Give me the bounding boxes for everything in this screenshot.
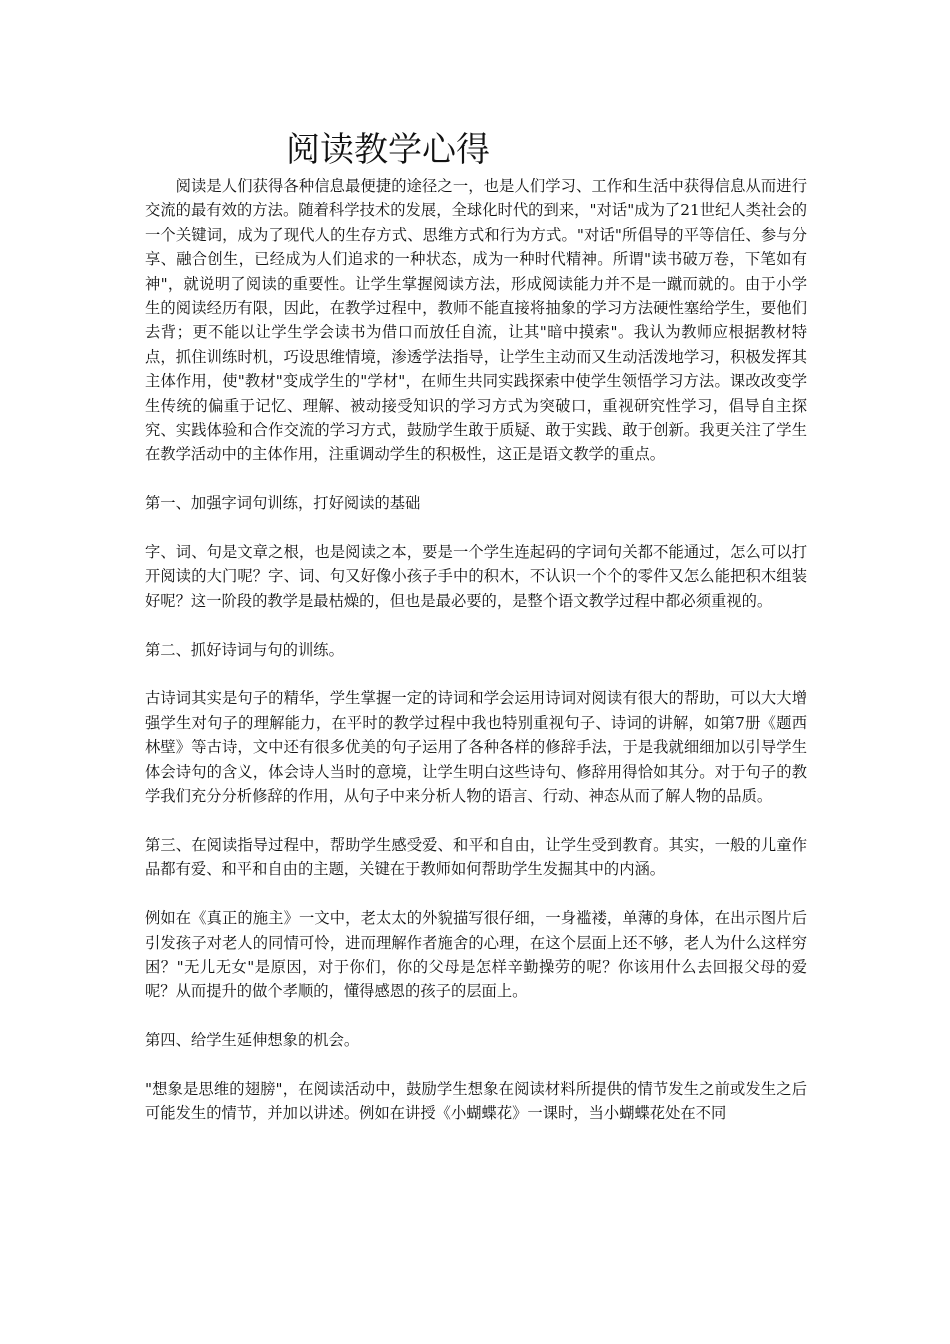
paragraph-gap [145, 1004, 807, 1028]
section-heading-4: 第四、给学生延伸想象的机会。 [145, 1031, 360, 1050]
paragraph-gap [145, 516, 807, 540]
paragraph-gap [145, 809, 807, 833]
paragraph-gap [145, 662, 807, 686]
intro-paragraph: 阅读是人们获得各种信息最便捷的途径之一，也是人们学习、工作和生活中获得信息从而进行交流的最有效的方法。随着科学技术的发展，全球化时代的到来，"对话"成为了21世纪人类社会的一个关键词，成为了现代人的生存方式、思维方式和行为方式。"对话"所倡导的平等信任、参与分享、融合创生，已经成为人们追求的一种状态，成为一种时代精神。所谓"读书破万卷，下笔如有神"，就说明了阅读的重要性。让学生掌握阅读方法，形成阅读能力并不是一蹴而就的。由于小学生的阅读经历有限，因此，在教学过程中，教师不能直接将抽象的学习方法硬性塞给学生，要他们去背；更不能以让学生学会读书为借口而放任自流，让其"暗中摸索"。我认为教师应根据教材特点，抓住训练时机，巧设思维情境，渗透学法指导，让学生主动而又生动活泼地学习，积极发挥其主体作用，使"教材"变成学生的"学材"，在师生共同实践探索中使学生领悟学习方法。课改改变学生传统的偏重于记忆、理解、被动接受知识的学习方式为突破口，重视研究性学习，倡导自主探究、实践体验和合作交流的学习方式，鼓励学生敢于质疑、敢于实践、敢于创新。我更关注了学生在教学活动中的主体作用，注重调动学生的积极性，这正是语文教学的重点。 [145, 177, 807, 464]
paragraph-gap [145, 1053, 807, 1077]
section-paragraph-2: 古诗词其实是句子的精华，学生掌握一定的诗词和学会运用诗词对阅读有很大的帮助，可以大大增强学生对句子的理解能力，在平时的教学过程中我也特别重视句子、诗词的讲解，如第7册《题西林壁》等古诗，文中还有很多优美的句子运用了各种各样的修辞手法，于是我就细细加以引导学生体会诗句的含义，体会诗人当时的意境，让学生明白这些诗句、修辞用得恰如其分。对于句子的教学我们充分分析修辞的作用，从句子中来分析人物的语言、行动、神态从而了解人物的品质。 [145, 689, 807, 806]
document-body [145, 174, 807, 1126]
section-paragraph-4: "想象是思维的翅膀"，在阅读活动中，鼓励学生想象在阅读材料所提供的情节发生之前或发生之后可能发生的情节，并加以讲述。例如在讲授《小蝴蝶花》一课时，当小蝴蝶花处在不同 [145, 1079, 807, 1123]
section-paragraph-3: 例如在《真正的施主》一文中，老太太的外貌描写很仔细，一身褴褛，单薄的身体，在出示图片后引发孩子对老人的同情可怜，进而理解作者施舍的心理，在这个层面上还不够，老人为什么这样穷困？"无儿无女"是原因，对于你们，你的父母是怎样辛勤操劳的呢？你该用什么去回报父母的爱呢？从而提升的做个孝顺的，懂得感恩的孩子的层面上。 [145, 909, 807, 1001]
paragraph-gap [145, 467, 807, 491]
paragraph-gap [145, 882, 807, 906]
paragraph-gap [145, 613, 807, 637]
section-heading-2: 第二、抓好诗词与句的训练。 [145, 640, 344, 659]
section-heading-1: 第一、加强字词句训练，打好阅读的基础 [145, 494, 421, 513]
section-paragraph-1: 字、词、句是文章之根，也是阅读之本，要是一个学生连起码的字词句关都不能通过，怎么可以打开阅读的大门呢？字、词、句又好像小孩子手中的积木，不认识一个个的零件又怎么能把积木组装好呢？这一阶段的教学是最枯燥的，但也是最必要的，是整个语文教学过程中都必须重视的。 [145, 543, 807, 610]
section-heading-3: 第三、在阅读指导过程中，帮助学生感受爱、和平和自由，让学生受到教育。其实，一般的儿童作品都有爱、和平和自由的主题，关键在于教师如何帮助学生发掘其中的内涵。 [145, 835, 807, 879]
document-title: 阅读教学心得 [286, 130, 490, 170]
